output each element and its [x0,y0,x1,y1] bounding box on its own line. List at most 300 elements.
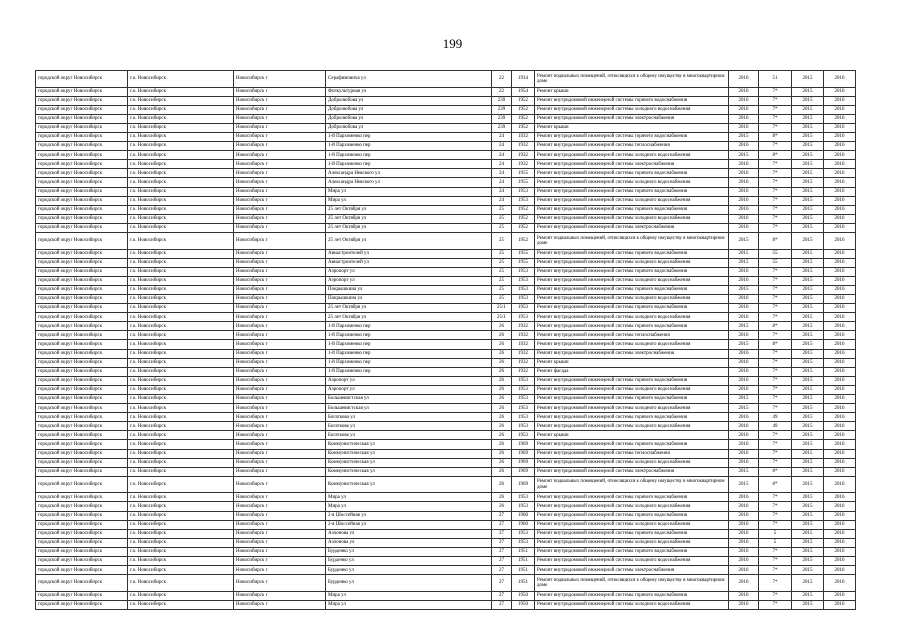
work-type-cell: Ремонт фасада [535,367,729,376]
end-year-cell: 2016 [824,87,856,96]
street-cell: 2-я Шоссейная ул [326,520,492,529]
settlement-cell: г.о. Новосибирск [128,178,234,187]
end-year-cell: 2016 [824,96,856,105]
plan-year-cell: 2015 [729,285,759,294]
settlement-cell: г.о. Новосибирск [128,376,234,385]
end-year-cell: 2016 [824,205,856,214]
district-cell: городской округ Новосибирск [36,547,128,556]
term-cell: 5 [759,529,792,538]
city-cell: Новосибирск г [234,476,326,493]
district-cell: городской округ Новосибирск [36,285,128,294]
settlement-cell: г.о. Новосибирск [128,566,234,575]
table-row [36,358,856,367]
settlement-cell: г.о. Новосибирск [128,395,234,404]
end-year-cell: 2016 [824,151,856,160]
start-year-cell: 2015 [792,187,824,196]
plan-year-cell: 2016 [729,223,759,232]
city-cell: Новосибирск г [234,249,326,258]
house-number-cell: 25 [492,258,512,267]
term-cell: 7* [759,511,792,520]
table-body [36,71,856,610]
work-type-cell: Ремонт внутридомовой инженерной системы горячего водоснабжения [535,395,729,404]
city-cell: Новосибирск г [234,294,326,303]
table-row [36,467,856,476]
plan-year-cell: 2016 [729,160,759,169]
district-cell: городской округ Новосибирск [36,502,128,511]
build-year-cell: 1960 [512,511,535,520]
work-type-cell: Ремонт внутридомовой инженерной системы холодного водоснабжения [535,276,729,285]
settlement-cell: г.о. Новосибирск [128,511,234,520]
street-cell: 1-й Пархоменко пер [326,132,492,141]
street-cell: 25 лет Октября ул [326,205,492,214]
start-year-cell: 2015 [792,376,824,385]
end-year-cell: 2016 [824,349,856,358]
street-cell: 25 лет Октября ул [326,313,492,322]
city-cell: Новосибирск г [234,285,326,294]
build-year-cell: 1953 [512,285,535,294]
end-year-cell: 2016 [824,267,856,276]
build-year-cell: 1953 [512,538,535,547]
plan-year-cell: 2015 [729,233,759,250]
table-row [36,178,856,187]
house-number-cell: 26 [492,422,512,431]
street-cell: Мира ул [326,502,492,511]
city-cell: Новосибирск г [234,440,326,449]
street-cell: Добролюбова ул [326,96,492,105]
table-row [36,431,856,440]
settlement-cell: г.о. Новосибирск [128,467,234,476]
street-cell: Добролюбова ул [326,123,492,132]
end-year-cell: 2016 [824,385,856,394]
city-cell: Новосибирск г [234,214,326,223]
term-cell: 7* [759,285,792,294]
district-cell: городской округ Новосибирск [36,178,128,187]
work-type-cell: Ремонт подвальных помещений, относящихся к общему имуществу в многоквартирном доме [535,233,729,250]
settlement-cell: г.о. Новосибирск [128,285,234,294]
street-cell: Аэропорт ул [326,385,492,394]
house-number-cell: 239 [492,123,512,132]
table-row [36,258,856,267]
plan-year-cell: 2016 [729,205,759,214]
start-year-cell: 2015 [792,294,824,303]
term-cell: 8* [759,132,792,141]
end-year-cell: 2016 [824,258,856,267]
build-year-cell: 1952 [512,233,535,250]
start-year-cell: 2015 [792,467,824,476]
city-cell: Новосибирск г [234,96,326,105]
house-number-cell: 25 [492,233,512,250]
start-year-cell: 2015 [792,547,824,556]
plan-year-cell: 2016 [729,566,759,575]
street-cell: 1-й Пархоменко пер [326,160,492,169]
city-cell: Новосибирск г [234,557,326,566]
term-cell: 7* [759,105,792,114]
end-year-cell: 2016 [824,538,856,547]
term-cell: 7* [759,358,792,367]
term-cell: 7* [759,575,792,592]
city-cell: Новосибирск г [234,575,326,592]
street-cell: Мира ул [326,591,492,600]
term-cell: 7* [759,349,792,358]
city-cell: Новосибирск г [234,349,326,358]
city-cell: Новосибирск г [234,404,326,413]
start-year-cell: 2015 [792,322,824,331]
build-year-cell: 1953 [512,187,535,196]
term-cell: 7* [759,591,792,600]
city-cell: Новосибирск г [234,87,326,96]
house-number-cell: 25 [492,249,512,258]
work-type-cell: Ремонт внутридомовой инженерной системы холодного водоснабжения [535,502,729,511]
table-row [36,385,856,394]
build-year-cell: 1969 [512,467,535,476]
table-row [36,538,856,547]
plan-year-cell: 2016 [729,591,759,600]
start-year-cell: 2015 [792,142,824,151]
street-cell: Богаткова ул [326,413,492,422]
settlement-cell: г.о. Новосибирск [128,223,234,232]
plan-year-cell: 2016 [729,502,759,511]
term-cell: 7* [759,458,792,467]
term-cell: 8* [759,476,792,493]
table-row [36,294,856,303]
build-year-cell: 1953 [512,196,535,205]
term-cell: 7* [759,566,792,575]
city-cell: Новосибирск г [234,71,326,88]
city-cell: Новосибирск г [234,511,326,520]
start-year-cell: 2015 [792,233,824,250]
term-cell: 7* [759,187,792,196]
work-type-cell: Ремонт внутридомовой инженерной системы электроснабжения [535,160,729,169]
settlement-cell: г.о. Новосибирск [128,187,234,196]
work-type-cell: Ремонт крыши [535,358,729,367]
start-year-cell: 2015 [792,575,824,592]
street-cell: Коммунистическая ул [326,440,492,449]
table-row [36,249,856,258]
street-cell: Добролюбова ул [326,114,492,123]
build-year-cell: 1951 [512,575,535,592]
start-year-cell: 2015 [792,404,824,413]
build-year-cell: 1953 [512,385,535,394]
build-year-cell: 1952 [512,105,535,114]
end-year-cell: 2016 [824,520,856,529]
start-year-cell: 2015 [792,385,824,394]
house-number-cell: 24 [492,151,512,160]
settlement-cell: г.о. Новосибирск [128,449,234,458]
settlement-cell: г.о. Новосибирск [128,233,234,250]
end-year-cell: 2016 [824,214,856,223]
street-cell: Коммунистическая ул [326,467,492,476]
end-year-cell: 2016 [824,313,856,322]
house-number-cell: 27 [492,529,512,538]
street-cell: Аэропорт ул [326,267,492,276]
table-row [36,367,856,376]
district-cell: городской округ Новосибирск [36,520,128,529]
district-cell: городской округ Новосибирск [36,385,128,394]
house-number-cell: 26 [492,367,512,376]
street-cell: Бурденко ул [326,547,492,556]
district-cell: городской округ Новосибирск [36,404,128,413]
plan-year-cell: 2016 [729,600,759,609]
plan-year-cell: 2016 [729,431,759,440]
city-cell: Новосибирск г [234,123,326,132]
plan-year-cell: 2016 [729,267,759,276]
start-year-cell: 2015 [792,349,824,358]
city-cell: Новосибирск г [234,267,326,276]
table-row [36,422,856,431]
plan-year-cell: 2016 [729,313,759,322]
settlement-cell: г.о. Новосибирск [128,385,234,394]
table-row [36,123,856,132]
settlement-cell: г.о. Новосибирск [128,591,234,600]
table-row [36,169,856,178]
district-cell: городской округ Новосибирск [36,160,128,169]
plan-year-cell: 2016 [729,538,759,547]
end-year-cell: 2016 [824,502,856,511]
street-cell: Авиастроителей ул [326,249,492,258]
district-cell: городской округ Новосибирск [36,205,128,214]
build-year-cell: 1952 [512,123,535,132]
district-cell: городской округ Новосибирск [36,413,128,422]
build-year-cell: 1953 [512,376,535,385]
plan-year-cell: 2016 [729,196,759,205]
street-cell: Бурденко ул [326,566,492,575]
term-cell: 7* [759,493,792,502]
district-cell: городской округ Новосибирск [36,600,128,609]
build-year-cell: 1952 [512,223,535,232]
district-cell: городской округ Новосибирск [36,493,128,502]
end-year-cell: 2016 [824,529,856,538]
build-year-cell: 1952 [512,214,535,223]
city-cell: Новосибирск г [234,538,326,547]
end-year-cell: 2016 [824,132,856,141]
house-number-cell: 26 [492,413,512,422]
table-row [36,114,856,123]
street-cell: Коммунистическая ул [326,458,492,467]
settlement-cell: г.о. Новосибирск [128,413,234,422]
build-year-cell: 1955 [512,249,535,258]
term-cell: 49 [759,413,792,422]
district-cell: городской округ Новосибирск [36,151,128,160]
house-number-cell: 27 [492,511,512,520]
plan-year-cell: 2016 [729,520,759,529]
end-year-cell: 2016 [824,395,856,404]
term-cell: 7* [759,331,792,340]
build-year-cell: 1969 [512,440,535,449]
street-cell: 25 лет Октября ул [326,223,492,232]
table-row [36,458,856,467]
build-year-cell: 1953 [512,404,535,413]
district-cell: городской округ Новосибирск [36,223,128,232]
work-type-cell: Ремонт внутридомовой инженерной системы холодного водоснабжения [535,105,729,114]
plan-year-cell: 2015 [729,322,759,331]
settlement-cell: г.о. Новосибирск [128,71,234,88]
table-row [36,520,856,529]
house-number-cell: 25 [492,205,512,214]
term-cell: 7* [759,440,792,449]
build-year-cell: 1953 [512,313,535,322]
work-type-cell: Ремонт внутридомовой инженерной системы холодного водоснабжения [535,151,729,160]
plan-year-cell: 2015 [729,132,759,141]
table-row [36,349,856,358]
end-year-cell: 2016 [824,591,856,600]
city-cell: Новосибирск г [234,591,326,600]
settlement-cell: г.о. Новосибирск [128,557,234,566]
table-row [36,449,856,458]
plan-year-cell: 2015 [729,249,759,258]
start-year-cell: 2015 [792,196,824,205]
settlement-cell: г.о. Новосибирск [128,160,234,169]
house-number-cell: 24 [492,178,512,187]
end-year-cell: 2016 [824,600,856,609]
end-year-cell: 2016 [824,276,856,285]
house-number-cell: 26 [492,431,512,440]
settlement-cell: г.о. Новосибирск [128,304,234,313]
table-row [36,96,856,105]
street-cell: Мира ул [326,600,492,609]
city-cell: Новосибирск г [234,160,326,169]
table-row [36,529,856,538]
settlement-cell: г.о. Новосибирск [128,322,234,331]
build-year-cell: 1951 [512,557,535,566]
start-year-cell: 2015 [792,132,824,141]
street-cell: Богаткова ул [326,431,492,440]
settlement-cell: г.о. Новосибирск [128,294,234,303]
start-year-cell: 2015 [792,340,824,349]
build-year-cell: 1932 [512,349,535,358]
district-cell: городской округ Новосибирск [36,358,128,367]
street-cell: Бурденко ул [326,557,492,566]
build-year-cell: 1932 [512,160,535,169]
build-year-cell: 1951 [512,547,535,556]
house-number-cell: 27 [492,591,512,600]
house-number-cell: 26 [492,493,512,502]
table-row [36,591,856,600]
city-cell: Новосибирск г [234,449,326,458]
term-cell: 7* [759,313,792,322]
end-year-cell: 2016 [824,160,856,169]
table-row [36,151,856,160]
term-cell: 7* [759,87,792,96]
plan-year-cell: 2016 [729,114,759,123]
work-type-cell: Ремонт подвальных помещений, относящихся к общему имуществу в многоквартирном доме [535,575,729,592]
start-year-cell: 2015 [792,276,824,285]
house-number-cell: 24 [492,169,512,178]
end-year-cell: 2016 [824,322,856,331]
street-cell: 1-й Пархоменко пер [326,331,492,340]
city-cell: Новосибирск г [234,276,326,285]
house-number-cell: 239 [492,96,512,105]
district-cell: городской округ Новосибирск [36,440,128,449]
street-cell: Серафимовича ул [326,71,492,88]
city-cell: Новосибирск г [234,502,326,511]
build-year-cell: 1950 [512,591,535,600]
district-cell: городской округ Новосибирск [36,467,128,476]
start-year-cell: 2015 [792,493,824,502]
plan-year-cell: 2015 [729,467,759,476]
settlement-cell: г.о. Новосибирск [128,575,234,592]
settlement-cell: г.о. Новосибирск [128,493,234,502]
start-year-cell: 2015 [792,258,824,267]
house-number-cell: 27 [492,600,512,609]
table-row [36,187,856,196]
district-cell: городской округ Новосибирск [36,267,128,276]
settlement-cell: г.о. Новосибирск [128,422,234,431]
district-cell: городской округ Новосибирск [36,476,128,493]
house-number-cell: 26 [492,322,512,331]
end-year-cell: 2016 [824,114,856,123]
district-cell: городской округ Новосибирск [36,123,128,132]
work-type-cell: Ремонт внутридомовой инженерной системы холодного водоснабжения [535,196,729,205]
start-year-cell: 2015 [792,285,824,294]
city-cell: Новосибирск г [234,205,326,214]
end-year-cell: 2016 [824,367,856,376]
start-year-cell: 2015 [792,458,824,467]
table-row [36,142,856,151]
term-cell: 7* [759,294,792,303]
start-year-cell: 2015 [792,178,824,187]
end-year-cell: 2016 [824,187,856,196]
plan-year-cell: 2016 [729,105,759,114]
end-year-cell: 2016 [824,493,856,502]
street-cell: Аэлонова ул [326,529,492,538]
house-number-cell: 239 [492,114,512,123]
term-cell: 7* [759,304,792,313]
house-number-cell: 26 [492,449,512,458]
plan-year-cell: 2015 [729,258,759,267]
city-cell: Новосибирск г [234,566,326,575]
plan-year-cell: 2016 [729,123,759,132]
district-cell: городской округ Новосибирск [36,105,128,114]
street-cell: Авиастроителей ул [326,258,492,267]
plan-year-cell: 2015 [729,340,759,349]
work-type-cell: Ремонт крыши [535,123,729,132]
build-year-cell: 1969 [512,449,535,458]
term-cell: 7* [759,160,792,169]
table-row [36,404,856,413]
district-cell: городской округ Новосибирск [36,132,128,141]
district-cell: городской округ Новосибирск [36,214,128,223]
plan-year-cell: 2016 [729,214,759,223]
end-year-cell: 2016 [824,467,856,476]
settlement-cell: г.о. Новосибирск [128,404,234,413]
city-cell: Новосибирск г [234,196,326,205]
end-year-cell: 2016 [824,105,856,114]
work-type-cell: Ремонт внутридомовой инженерной системы электроснабжения [535,114,729,123]
city-cell: Новосибирск г [234,547,326,556]
table-row [36,223,856,232]
district-cell: городской округ Новосибирск [36,376,128,385]
table-row [36,600,856,609]
district-cell: городской округ Новосибирск [36,511,128,520]
settlement-cell: г.о. Новосибирск [128,476,234,493]
build-year-cell: 1950 [512,600,535,609]
start-year-cell: 2015 [792,566,824,575]
settlement-cell: г.о. Новосибирск [128,151,234,160]
term-cell: 7* [759,114,792,123]
build-year-cell: 1953 [512,493,535,502]
work-type-cell: Ремонт внутридомовой инженерной системы холодного водоснабжения [535,458,729,467]
work-type-cell: Ремонт подвальных помещений, относящихся к общему имуществу в многоквартирном доме [535,71,729,88]
city-cell: Новосибирск г [234,142,326,151]
table-row [36,304,856,313]
build-year-cell: 1969 [512,458,535,467]
settlement-cell: г.о. Новосибирск [128,214,234,223]
street-cell: Добролюбова ул [326,105,492,114]
plan-year-cell: 2016 [729,413,759,422]
table-row [36,413,856,422]
city-cell: Новосибирск г [234,520,326,529]
plan-year-cell: 2016 [729,178,759,187]
